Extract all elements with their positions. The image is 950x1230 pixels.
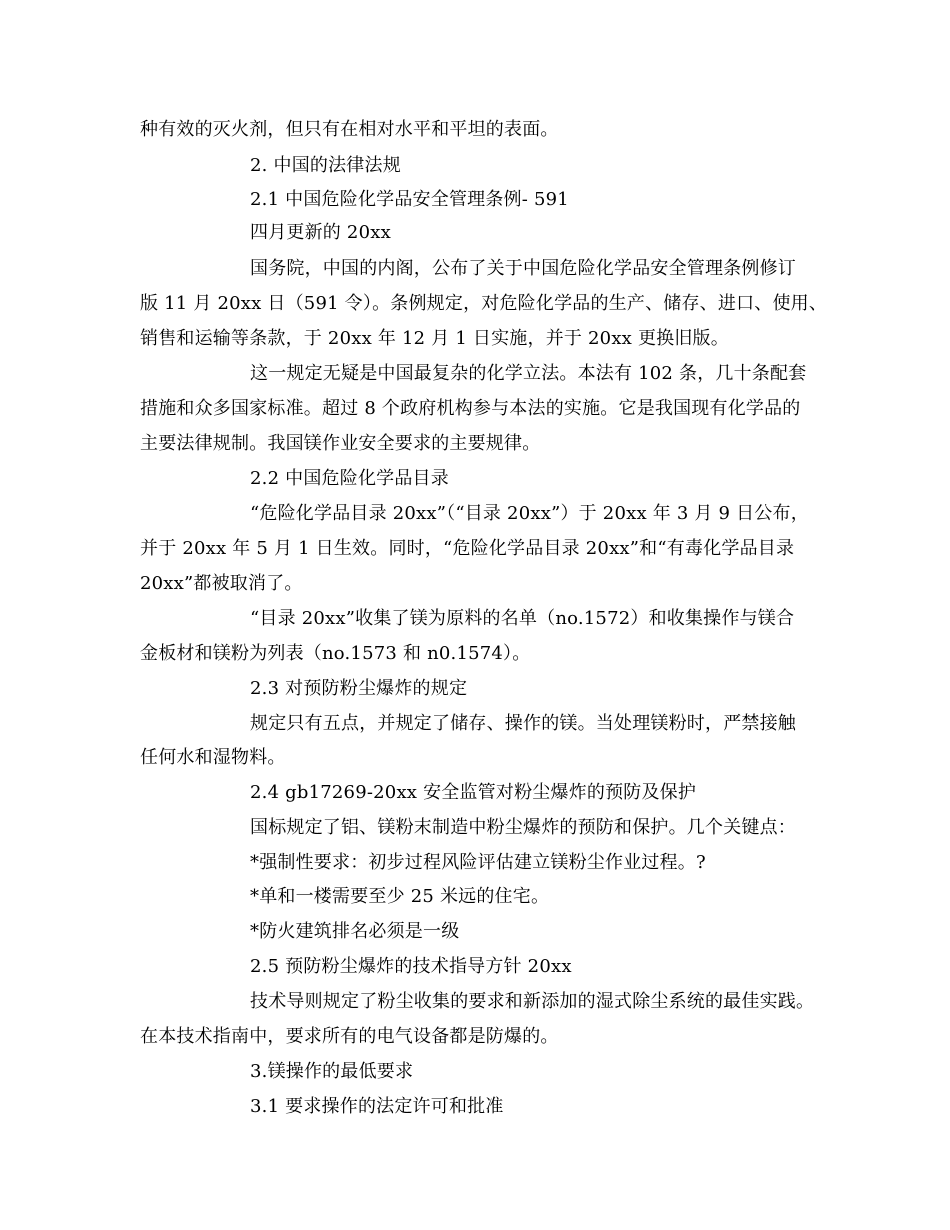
list-item: *防火建筑排名必须是一级 — [250, 921, 460, 942]
text-line: “危险化学品目录 20xx”（“目录 20xx”）于 20xx 年 3 月 9 日公布， — [250, 503, 809, 524]
list-item: *单和一楼需要至少 25 米远的住宅。 — [250, 886, 550, 907]
text-line: 国务院，中国的内阁，公布了关于中国危险化学品安全管理条例修订 — [250, 258, 796, 279]
text-line: 国标规定了铝、镁粉末制造中粉尘爆炸的预防和保护。几个关键点： — [250, 817, 796, 838]
subsection-heading: 3.1 要求操作的法定许可和批准 — [250, 1096, 504, 1117]
subsection-heading: 2.5 预防粉尘爆炸的技术指导方针 20xx — [250, 956, 572, 977]
list-item: *强制性要求：初步过程风险评估建立镁粉尘作业过程。? — [250, 852, 706, 873]
text-line: 版 11 月 20xx 日（591 令）。条例规定，对危险化学品的生产、储存、进口、使用、 — [140, 293, 828, 314]
text-line: 技术导则规定了粉尘收集的要求和新添加的湿式除尘系统的最佳实践。 — [250, 991, 815, 1012]
subsection-heading: 2.2 中国危险化学品目录 — [250, 468, 449, 489]
text-line: 主要法律规制。我国镁作业安全要求的主要规律。 — [140, 433, 541, 454]
text-line: 销售和运输等条款，于 20xx 年 12 月 1 日实施，并于 20xx 更换旧版。 — [140, 328, 729, 349]
text-line: 措施和众多国家标准。超过 8 个政府机构参与本法的实施。它是我国现有化学品的 — [140, 398, 801, 419]
text-line: 这一规定无疑是中国最复杂的化学立法。本法有 102 条，几十条配套 — [250, 363, 807, 384]
text-line: 在本技术指南中，要求所有的电气设备都是防爆的。 — [140, 1026, 559, 1047]
subsection-heading: 2.3 对预防粉尘爆炸的规定 — [250, 678, 468, 699]
text-line: 任何水和湿物料。 — [140, 747, 286, 768]
text-line: 四月更新的 20xx — [250, 222, 391, 243]
text-line: 20xx”都被取消了。 — [140, 573, 303, 594]
text-line: 规定只有五点，并规定了储存、操作的镁。当处理镁粉时，严禁接触 — [250, 713, 796, 734]
section-heading: 3.镁操作的最低要求 — [250, 1061, 414, 1082]
subsection-heading: 2.4 gb17269-20xx 安全监管对粉尘爆炸的预防及保护 — [250, 782, 697, 803]
section-heading: 2. 中国的法律法规 — [250, 155, 401, 176]
text-line: 并于 20xx 年 5 月 1 日生效。同时，“危险化学品目录 20xx”和“有毒化学品目录 — [140, 538, 795, 559]
text-line: 种有效的灭火剂，但只有在相对水平和平坦的表面。 — [140, 119, 559, 140]
text-line: “目录 20xx”收集了镁为原料的名单（no.1572）和收集操作与镁合 — [250, 608, 795, 629]
subsection-heading: 2.1 中国危险化学品安全管理条例- 591 — [250, 189, 569, 210]
text-line: 金板材和镁粉为列表（no.1573 和 n0.1574）。 — [140, 643, 531, 664]
